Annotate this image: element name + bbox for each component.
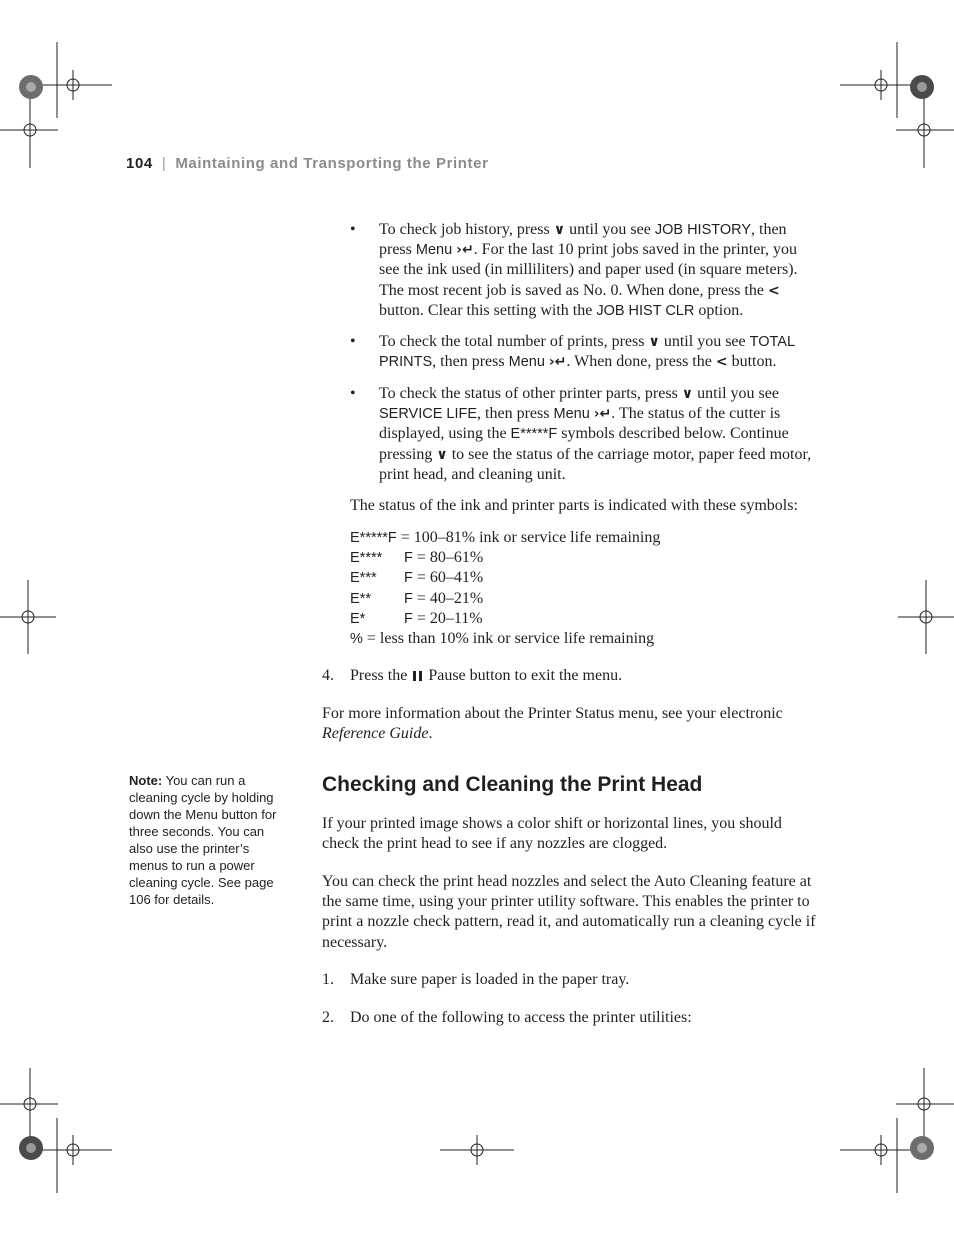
symbol-code-end: F [404, 590, 413, 607]
ui-term: JOB HISTORY [654, 222, 751, 238]
paragraph-line: If your printed image shows a color shift or horizontal lines, you should [322, 815, 782, 832]
header-separator: | [161, 155, 167, 172]
symbol-description: = 60–41% [412, 569, 484, 587]
left-arrow-icon: < [767, 282, 780, 299]
text-run: The most recent job is saved as No. 0. When done, press the [379, 281, 768, 299]
side-note [129, 772, 289, 908]
note-menu-term: Menu [185, 807, 218, 822]
step-2 [322, 1008, 842, 1030]
symbol-row [350, 568, 483, 588]
bullet-marker: • [350, 385, 356, 402]
bullet-line [379, 404, 839, 424]
symbol-code: E** [350, 590, 371, 607]
menu-enter-icon: ›↵ [548, 354, 567, 371]
bullet-line [379, 384, 839, 404]
paragraph-line: necessary. [322, 933, 388, 951]
text-run: until you see [659, 333, 750, 350]
bullet-line [379, 281, 839, 301]
step-text: Do one of the following to access the printer utilities: [350, 1009, 692, 1026]
text-run: . The status of the cutter is [611, 405, 781, 423]
text-run: . When done, press the [566, 353, 716, 371]
symbol-row [350, 589, 483, 609]
more-info-tail: . [428, 725, 433, 743]
pause-icon [413, 671, 422, 681]
status-intro: The status of the ink and printer parts is indicated with these symbols: [350, 497, 798, 514]
text-run: to see the status of the carriage motor, paper feed motor, [447, 445, 812, 463]
paragraph-line: check the print head to see if any nozzles are clogged. [322, 835, 668, 853]
symbol-description: = less than 10% ink or service life remaining [362, 630, 655, 647]
more-info-line1: For more information about the Printer Status menu, see your electronic [322, 705, 783, 722]
text-run: To check the status of other printer parts, press [379, 385, 682, 402]
bullet-line [379, 424, 839, 444]
symbol-code: E*****F [350, 530, 397, 546]
down-arrow-icon: ∨ [553, 222, 566, 238]
bullet-line [379, 352, 839, 372]
ui-term: JOB HIST CLR [596, 302, 695, 319]
ui-term: E*****F [510, 426, 558, 443]
ui-term: PRINTS [379, 354, 433, 371]
bullet-item [350, 384, 839, 485]
bullet-line [379, 332, 839, 352]
text-run: , then press [477, 405, 554, 423]
text-run: displayed, using the [379, 425, 511, 443]
text-run: pressing [379, 445, 437, 463]
paragraph-auto-cleaning [322, 872, 816, 953]
step-text-before: Press the [350, 667, 412, 684]
paragraph-nozzle-intro [322, 814, 782, 854]
text-run: symbols described below. Continue [557, 425, 789, 443]
left-arrow-icon: < [715, 354, 728, 371]
menu-enter-icon: ›↵ [456, 242, 474, 259]
step-number: 4. [322, 667, 334, 684]
text-run: , then [751, 221, 787, 238]
ui-term: SERVICE LIFE [379, 406, 478, 423]
step-1 [322, 970, 842, 992]
symbol-description: = 40–21% [412, 589, 484, 607]
symbol-code-end: F [404, 550, 413, 567]
text-run: button. [727, 353, 777, 371]
symbol-description: = 80–61% [412, 549, 484, 567]
ui-term: Menu [508, 354, 545, 371]
ui-term: Menu [553, 406, 590, 423]
symbol-code: E* [350, 610, 366, 627]
symbol-row [350, 609, 483, 629]
symbol-code: E**** [350, 550, 383, 567]
symbol-row [350, 548, 483, 568]
text-run: To check job history, press [379, 221, 554, 238]
text-run: see the ink used (in milliliters) and paper used (in square meters). [379, 261, 798, 279]
step-text: Make sure paper is loaded in the paper tray. [350, 971, 630, 988]
down-arrow-icon: ∨ [681, 386, 694, 402]
paragraph-line: the same time, using your printer utility software. This enables the printer to [322, 893, 810, 911]
bullet-marker: • [350, 221, 356, 238]
menu-enter-icon: ›↵ [593, 406, 612, 423]
text-run: until you see [565, 221, 655, 238]
step-4 [322, 666, 842, 688]
running-header [126, 155, 489, 172]
chapter-title: Maintaining and Transporting the Printer [175, 155, 489, 172]
step-number: 1. [322, 971, 334, 988]
text-run: , then press [432, 353, 509, 371]
bullet-marker: • [350, 333, 356, 350]
bullet-item [350, 332, 839, 372]
step-text-after: Pause button to exit the menu. [424, 667, 623, 684]
more-info-paragraph [322, 704, 842, 744]
symbol-code: % [350, 631, 363, 647]
note-text-before: You can run a cleaning cycle by holding down the [129, 773, 274, 822]
symbol-row [350, 629, 654, 649]
note-label: Note: [129, 773, 163, 788]
bullet-line [379, 260, 839, 280]
text-run: press [379, 241, 416, 259]
symbol-code: E*** [350, 570, 377, 587]
note-text-after: button for three seconds. You can also use the printer’s menus to run a power cleaning cycle. See page 106 for details. [129, 807, 277, 907]
text-run: To check the total number of prints, press [379, 333, 649, 350]
down-arrow-icon: ∨ [648, 334, 660, 350]
symbol-row [350, 528, 660, 548]
text-run: until you see [693, 385, 779, 402]
symbol-code-end: F [404, 570, 413, 587]
bullet-line [379, 465, 839, 485]
symbol-code-end: F [404, 610, 413, 627]
paragraph-line: print a nozzle check pattern, read it, and automatically run a cleaning cycle if [322, 913, 816, 931]
down-arrow-icon: ∨ [436, 446, 448, 463]
text-run: button. Clear this setting with the [379, 301, 597, 319]
step-number: 2. [322, 1009, 334, 1026]
reference-guide-title: Reference Guide [322, 725, 429, 743]
text-run: print head, and cleaning unit. [379, 465, 566, 483]
ui-term: Menu [415, 242, 453, 259]
ui-term: TOTAL [749, 334, 796, 350]
bullet-line [379, 445, 839, 465]
paragraph-line: You can check the print head nozzles and select the Auto Cleaning feature at [322, 873, 812, 890]
page-number: 104 [126, 155, 153, 172]
symbol-description: = 100–81% ink or service life remaining [396, 529, 661, 546]
bullet-line [379, 240, 839, 260]
bullet-line [379, 301, 839, 321]
text-run: . For the last 10 print jobs saved in the printer, you [473, 241, 797, 259]
bullet-item [350, 220, 839, 321]
bullet-line [379, 220, 839, 240]
section-heading: Checking and Cleaning the Print Head [322, 773, 703, 796]
symbol-description: = 20–11% [412, 609, 483, 627]
text-run: option. [694, 301, 744, 319]
